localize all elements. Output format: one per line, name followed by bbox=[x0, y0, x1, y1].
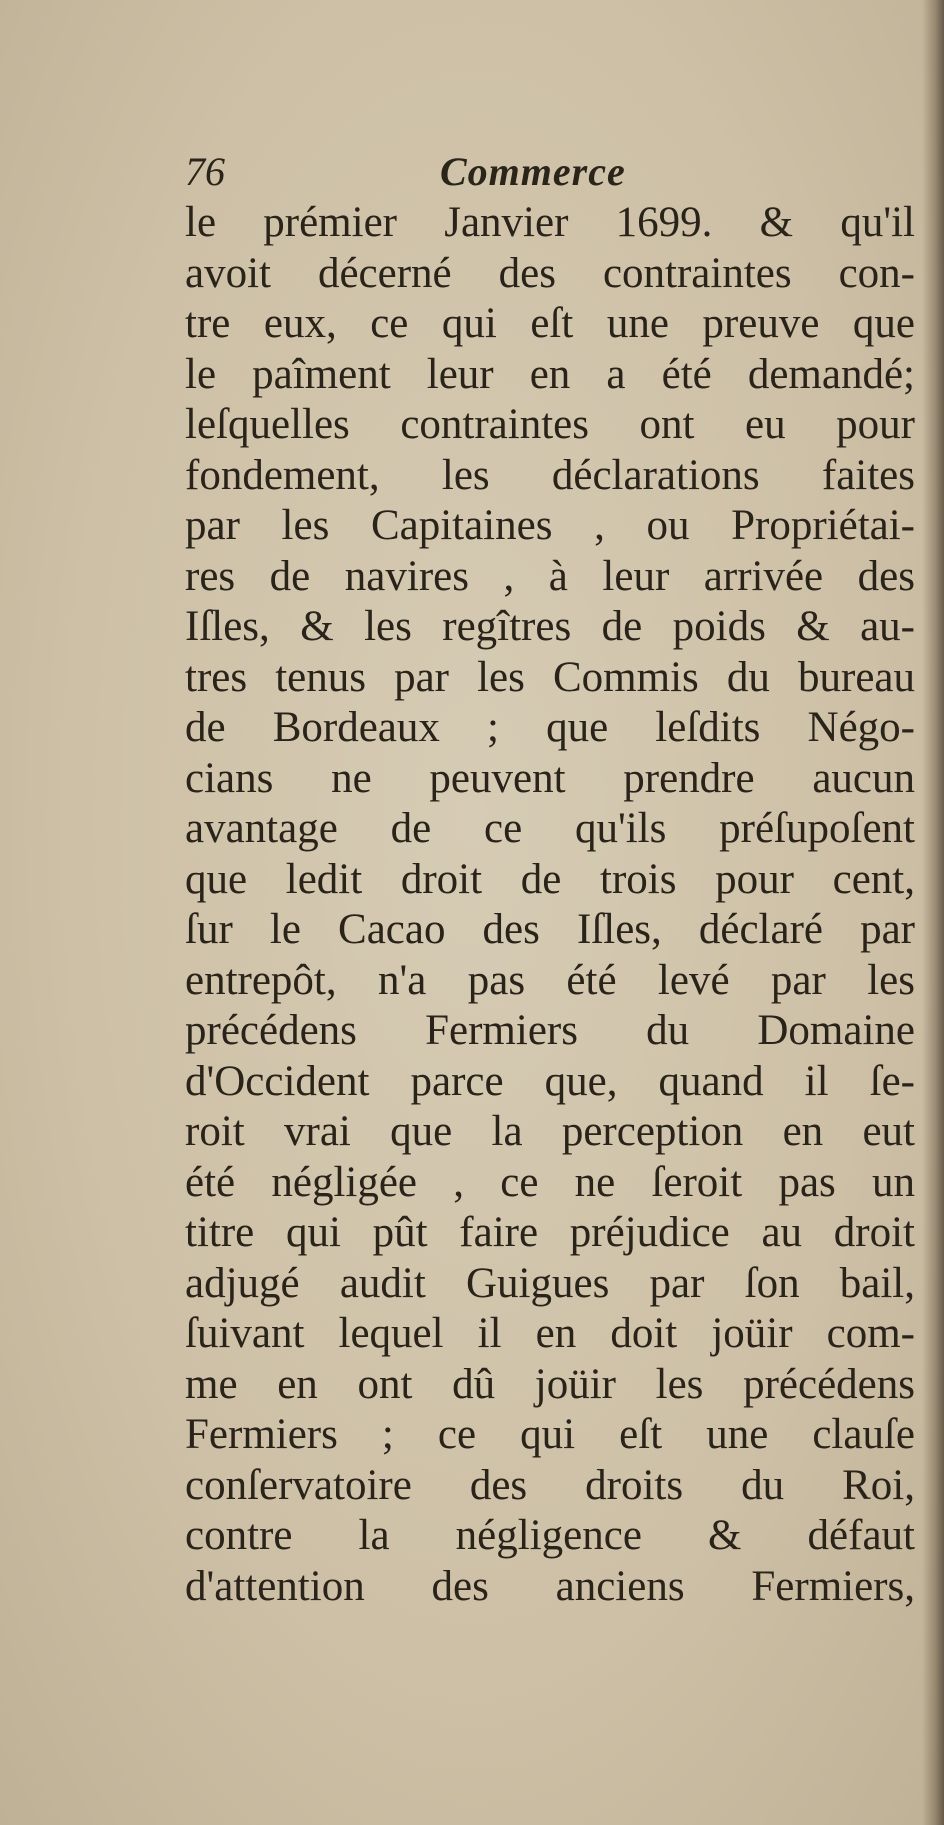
text-line: été négligée , ce ne ſeroit pas un bbox=[185, 1158, 915, 1206]
text-line: que ledit droit de trois pour cent, bbox=[185, 855, 915, 903]
page-gutter-shadow bbox=[922, 0, 944, 1825]
text-line: avoit décerné des contraintes con- bbox=[185, 249, 915, 297]
body-text bbox=[185, 198, 915, 1612]
text-line: de Bordeaux ; que leſdits Négo- bbox=[185, 704, 915, 751]
text-line: cians ne peuvent prendre aucun bbox=[185, 754, 915, 802]
text-line: conſervatoire des droits du Roi, bbox=[185, 1461, 915, 1509]
text-line: titre qui pût faire préjudice au droit bbox=[185, 1209, 915, 1256]
text-line: précédens Fermiers du Domaine bbox=[185, 1007, 915, 1054]
text-line: res de navires , à leur arrivée des bbox=[185, 552, 915, 600]
text-line: le prémier Janvier 1699. & qu'il bbox=[185, 199, 915, 246]
text-line: leſquelles contraintes ont eu pour bbox=[185, 401, 915, 448]
text-line: ſur le Cacao des Iſles, déclaré par bbox=[185, 906, 915, 953]
text-line: entrepôt, n'a pas été levé par les bbox=[185, 956, 915, 1004]
text-line: le paîment leur en a été demandé; bbox=[185, 350, 915, 398]
text-line: tres tenus par les Commis du bureau bbox=[185, 653, 915, 701]
text-line: d'Occident parce que, quand il ſe- bbox=[185, 1057, 915, 1105]
text-line: fondement, les déclarations faites bbox=[185, 451, 915, 499]
text-line: d'attention des anciens Fermiers, bbox=[185, 1562, 915, 1610]
text-line: Iſles, & les regîtres de poids & au- bbox=[185, 603, 915, 650]
text-line: avantage de ce qu'ils préſupoſent bbox=[185, 805, 915, 852]
text-line: contre la négligence & défaut bbox=[185, 1512, 915, 1559]
text-line: me en ont dû joüir les précédens bbox=[185, 1360, 915, 1408]
text-line: tre eux, ce qui eſt une preuve que bbox=[185, 300, 915, 347]
running-head: Commerce bbox=[440, 149, 626, 194]
text-line: roit vrai que la perception en eut bbox=[185, 1108, 915, 1155]
page-header bbox=[185, 148, 865, 198]
text-line: ſuivant lequel il en doit joüir com- bbox=[185, 1310, 915, 1357]
text-line: par les Capitaines , ou Propriétai- bbox=[185, 502, 915, 549]
text-line: adjugé audit Guigues par ſon bail, bbox=[185, 1259, 915, 1307]
text-line: Fermiers ; ce qui eſt une clauſe bbox=[185, 1411, 915, 1458]
page-number: 76 bbox=[185, 149, 225, 194]
